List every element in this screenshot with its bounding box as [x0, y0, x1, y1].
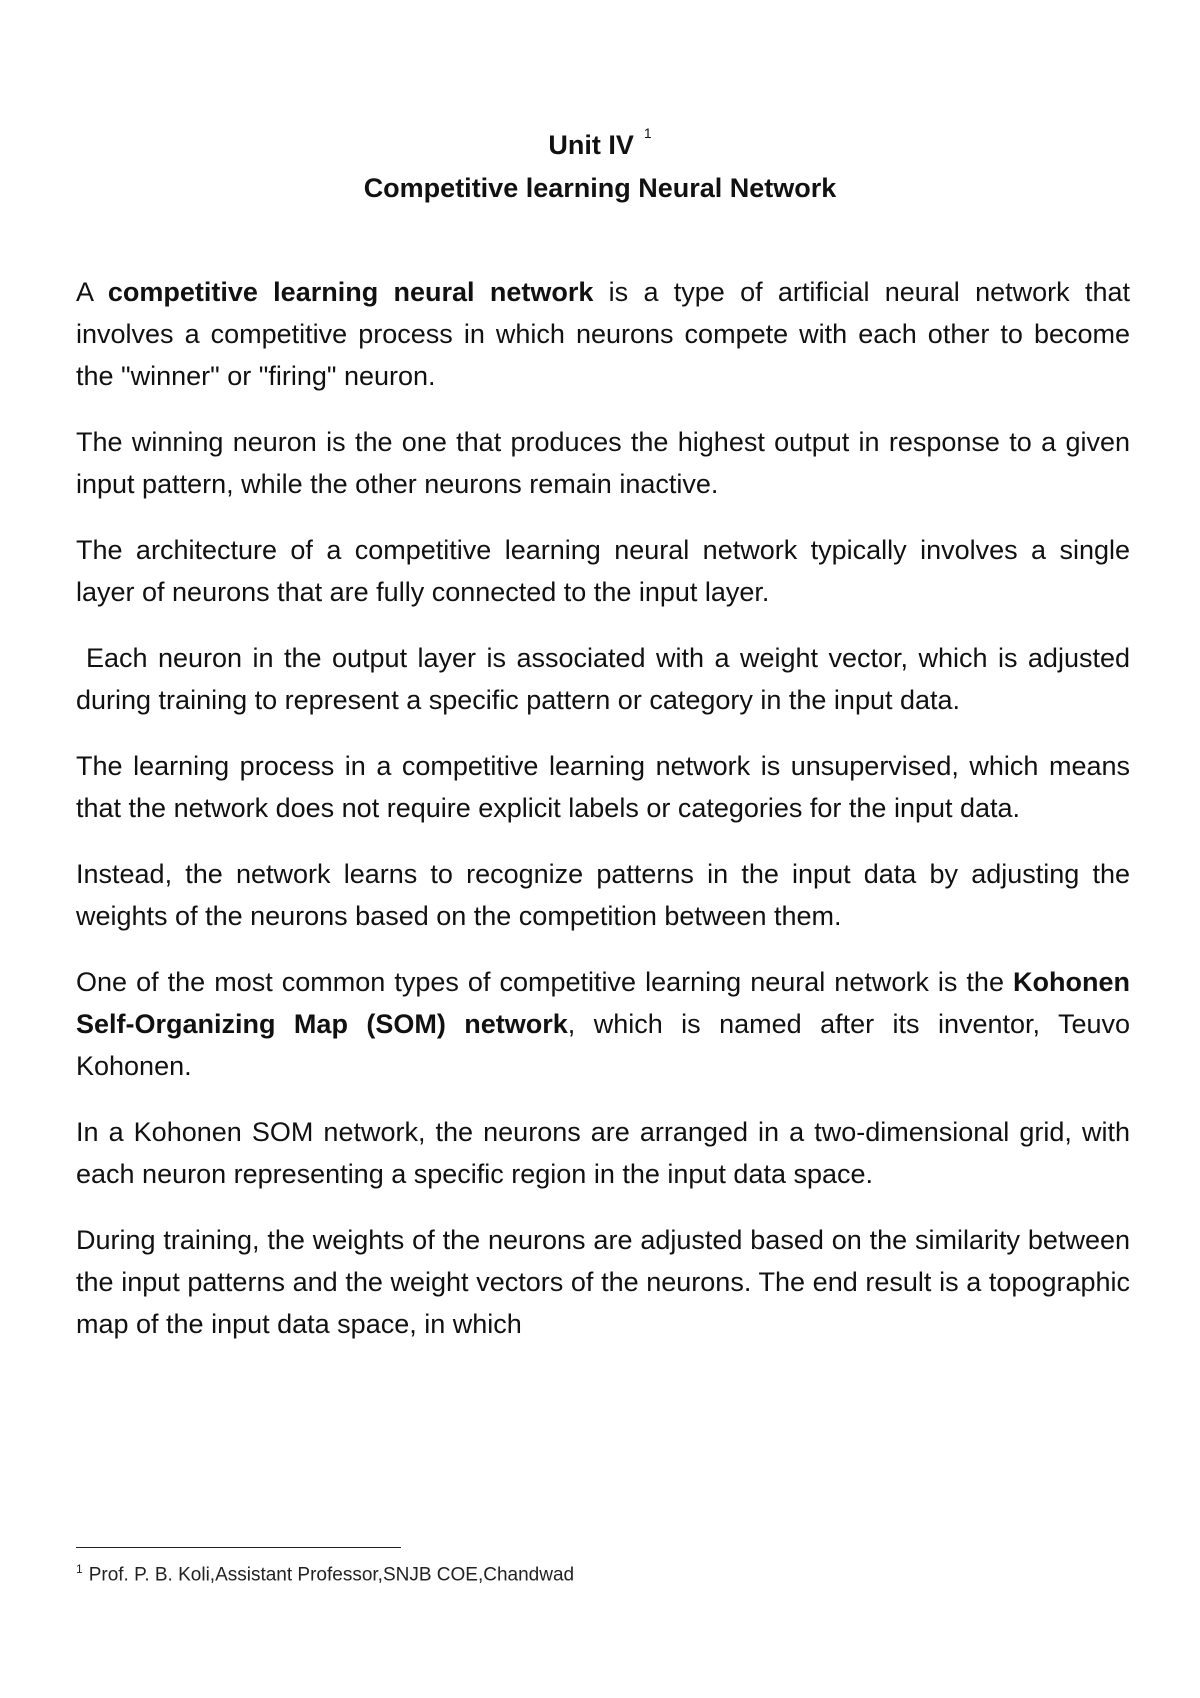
footnote-number: 1 [76, 1562, 83, 1576]
paragraph-2: The winning neuron is the one that produces the highest output in response to a given input pattern, while the other neurons remain inactive. [76, 427, 1130, 499]
term-kohonen-som: Kohonen Self-Organizing Map (SOM) network [76, 967, 1130, 1039]
page-title: Competitive learning Neural Network [363, 173, 837, 203]
footnote-divider [76, 1547, 401, 1548]
paragraph-5: The learning process in a competitive learning network is unsupervised, which means that the network does not require explicit labels or categories for the input data. [76, 751, 1130, 823]
paragraph-4: Each neuron in the output layer is associated with a weight vector, which is adjusted during training to represent a specific pattern or category in the input data. [76, 643, 1130, 715]
body-text [76, 271, 1130, 1369]
footnote-marker: 1 [643, 125, 652, 141]
paragraph-1-rest: is a type of artificial neural network that involves a competitive process in which neurons compete with each other to become the "winner" or "firing" neuron. [76, 277, 1130, 391]
footnote [76, 1556, 574, 1588]
footnote-text: Prof. P. B. Koli,Assistant Professor,SNJB COE,Chandwad [88, 1564, 575, 1586]
term-competitive-learning: competitive learning neural network [107, 277, 594, 307]
paragraph-6: Instead, the network learns to recognize patterns in the input data by adjusting the weights of the neurons based on the competition between them. [76, 859, 1130, 931]
paragraph-3: The architecture of a competitive learning neural network typically involves a single layer of neurons that are fully connected to the input layer. [76, 535, 1130, 607]
paragraph-1 [76, 271, 1130, 397]
paragraph-7-rest: , which is named after its inventor, Teuvo Kohonen. [76, 1009, 1131, 1081]
title-block [0, 118, 1200, 210]
unit-label: Unit IV [548, 130, 634, 160]
paragraph-9: During training, the weights of the neurons are adjusted based on the similarity between the input patterns and the weight vectors of the neurons. The end result is a topographic map of the input data space, in which [76, 1225, 1130, 1339]
paragraph-7-lead: One of the most common types of competitive learning neural network is the [76, 967, 1014, 997]
paragraph-7 [76, 961, 1130, 1087]
unit-heading [0, 118, 1200, 167]
paragraph-8: In a Kohonen SOM network, the neurons are arranged in a two-dimensional grid, with each neuron representing a specific region in the input data space. [76, 1117, 1130, 1189]
paragraph-1-lead: A [76, 277, 108, 307]
